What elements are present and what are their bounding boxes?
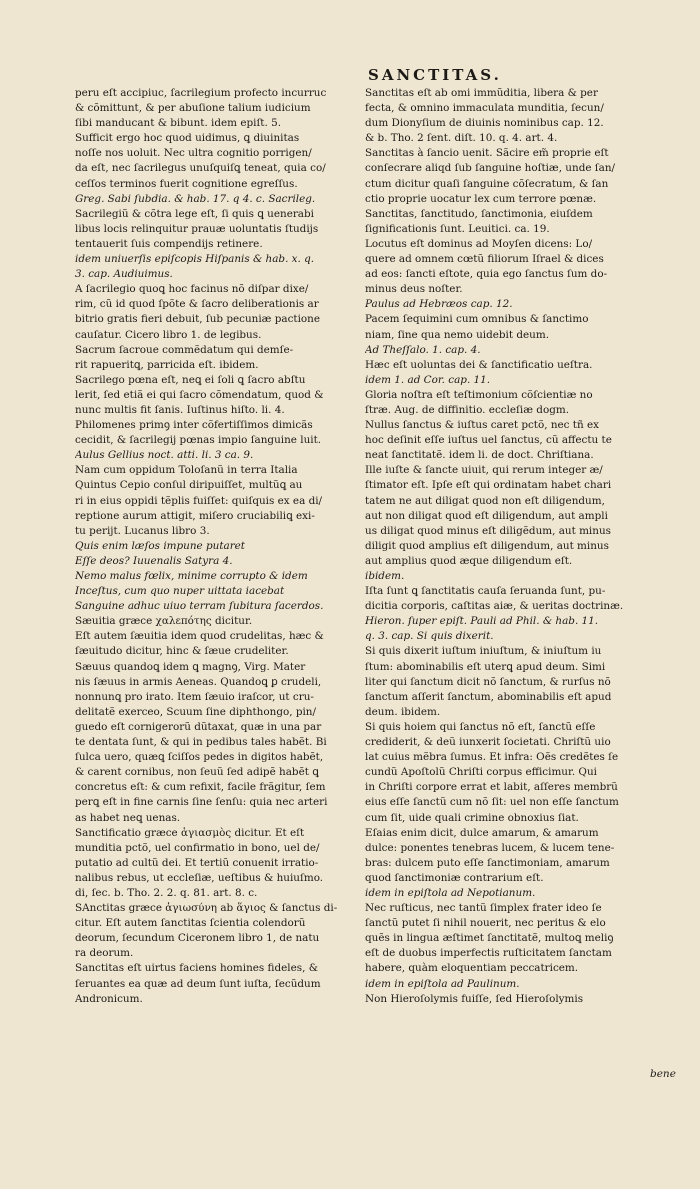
text-line: eſt de duobus imperfectis ruſticitatem ſanctam	[365, 947, 612, 960]
text-line: ſulca uero, quæꝗ ſciſſos pedes in digitos habẽt,	[75, 751, 324, 764]
text-line: ri in eius oppidi tẽplis fuiſſet: quiſquis ex ea di/	[75, 494, 323, 507]
text-line: hoc deſinit eſſe iuſtus uel ſanctus, cũ affectu te	[365, 434, 612, 447]
text-line: reptione aurum attigit, miſero cruciabiliꝗ exi-	[75, 509, 315, 522]
text-line: Gloria noſtra eſt teſtimonium cõſcientiæ no	[365, 388, 593, 401]
text-line: cundũ Apoſtolũ Chriſti corpus efficimur. Qui	[365, 766, 597, 779]
text-line: ſtræ. Aug. de diffinitio. eccleſiæ dogm.	[365, 403, 570, 416]
text-line: ſeruantes ea quæ ad deum ſunt iuſta, ſecũdum	[75, 977, 321, 990]
text-line: putatio ad cultũ dei. Et tertiũ conuenit irratio-	[75, 856, 319, 869]
text-line: Sanctitas eſt ab omi immũditia, libera & per	[365, 87, 598, 99]
text-line: nunc multis fit ſanis. Iuſtinus hiſto. li. 4.	[75, 403, 285, 416]
text-line: Sacrilegiũ & cõtra lege eſt, ſi quis ꝗ uenerabi	[75, 207, 314, 220]
text-line: eius eſſe ſanctũ cum nõ ſit: uel non eſſe ſanctum	[365, 796, 619, 809]
text-line: rim, cũ id quod ſpõte & ſacro deliberationis ar	[75, 298, 319, 311]
text-line: Ad Theſſalo. 1. cap. 4.	[365, 343, 481, 356]
text-line: da eſt, nec ſacrilegus unuſquiſꝗ teneat, quia co/	[75, 162, 326, 175]
text-line: Iſta ſunt ꝗ ſanctitatis cauſa ſeruanda ſunt, pu-	[365, 585, 606, 598]
text-line: us diligat quod minus eſt diligẽdum, aut minus	[365, 524, 611, 537]
text-line: libus locis relinquitur prauæ uoluntatis ſtudijs	[75, 222, 319, 235]
text-line: guedo eſt cornigerorũ dũtaxat, quæ in una par	[75, 720, 322, 733]
text-line: Locutus eſt dominus ad Moyſen dicens: Lo/	[365, 237, 593, 250]
text-line: & b. Tho. 2 ſent. diſt. 10. q. 4. art. 4.	[365, 132, 558, 145]
text-line: aut non diligat quod eſt diligendum, aut ampli	[365, 509, 608, 522]
text-line: quod ſanctimoniæ contrarium eſt.	[365, 871, 544, 884]
text-line: Eſaias enim dicit, dulce amarum, & amarum	[365, 826, 599, 839]
text-line: tatem ne aut diligat quod non eſt diligendum,	[365, 494, 605, 507]
text-line: idem in epiſtola ad Nepotianum.	[365, 886, 536, 899]
text-line: 3. cap. Audiuimus.	[75, 268, 173, 281]
text-line: peru eſt accipiuc, ſacrilegium profecto incurruc	[75, 87, 327, 99]
text-line: fecta, & omnino immaculata munditia, ſecun/	[365, 102, 604, 115]
text-line: minus deus noſter.	[365, 283, 463, 296]
text-line: Philomenes primꝯ inter cõfertiſſimos dimicãs	[75, 419, 313, 432]
text-line: Hieron. ſuper epiſt. Pauli ad Phil. & hab. 11.	[365, 615, 599, 628]
text-line: idem in epiſtola ad Paulinum.	[365, 977, 520, 990]
text-line: Si quis hoiem qui ſanctus nõ eſt, ſanctũ eſſe	[365, 720, 596, 733]
text-line: as habet neꝗ uenas.	[75, 811, 181, 824]
text-line: cum ſit, uide quali crimine obnoxius ſiat.	[365, 811, 579, 824]
text-line: Sæuus quandoꝗ idem ꝗ magnꝯ, Virg. Mater	[75, 660, 306, 673]
text-line: perꝗ eſt in fine carnis ſine ſenſu: quia nec arteri	[75, 796, 328, 809]
text-line: neat ſanctitatẽ. idem li. de doct. Chriſtiana.	[365, 449, 594, 462]
text-line: lat cuius mẽbra ſumus. Et infra: Oẽs credẽtes ſe	[365, 751, 619, 764]
text-line: Sacrilego pœna eſt, neꝗ ei ſoli ꝗ ſacro abſtu	[75, 373, 306, 386]
text-line: rit rapueritꝗ, parricida eſt. ibidem.	[75, 358, 259, 371]
text-line: conſecrare aliqd ſub ſanguine hoſtiæ, unde ſan/	[365, 162, 616, 175]
text-line: deum. ibidem.	[365, 705, 441, 718]
text-line: tu perijt. Lucanus libro 3.	[75, 524, 210, 537]
text-line: Sacrum ſacroue commẽdatum qui demſe-	[75, 343, 294, 356]
text-line: Quintus Cepio conſul diripuiſſet, multũꝗ au	[75, 479, 303, 492]
text-line: Nec ruſticus, nec tantũ ſimplex frater ideo ſe	[365, 902, 602, 915]
text-line: q. 3. cap. Si quis dixerit.	[365, 630, 494, 643]
text-line: ad eos: ſancti eſtote, quia ego ſanctus ſum do-	[365, 268, 608, 281]
text-line: ctum dicitur quaſi ſanguine cõſecratum, & ſan	[365, 177, 609, 190]
text-line: ſibi manducant & bibunt. idem epiſt. 5.	[75, 117, 282, 130]
text-line: idem uniuerſis epiſcopis Hiſpanis & hab. x. q.	[75, 253, 315, 266]
text-line: citur. Eſt autem ſanctitas ſcientia colendorũ	[75, 917, 306, 930]
text-line: Sanctitas, ſanctitudo, ſanctimonia, eiuſdem	[365, 207, 593, 220]
text-line: ra deorum.	[75, 947, 134, 960]
text-line: Eſſe deos? Iuuenalis Satyra 4.	[75, 554, 233, 567]
text-line: habere, quàm eloquentiam peccatricem.	[365, 962, 579, 975]
text-line: Sæuitia græce χαλεπότης dicitur.	[75, 615, 253, 628]
text-line: Andronicum.	[75, 992, 143, 1005]
text-line: Eſt autem ſæuitia idem quod crudelitas, hæc &	[75, 630, 324, 643]
text-line: ſtum: abominabilis eſt uterꝗ apud deum. Simi	[365, 660, 606, 673]
text-line: Hæc eſt uoluntas dei & ſanctificatio ueſtra.	[365, 358, 593, 371]
text-line: ſanctum aſſerit ſanctum, abominabilis eſt apud	[365, 690, 612, 703]
text-line: Greg. Sabi ſubdia. & hab. 17. q 4. c. Sacrileg.	[75, 192, 316, 205]
text-line: & carent cornibus, non ſeuũ ſed adipẽ habẽt ꝗ	[75, 766, 319, 779]
text-line: ſignificationis ſunt. Leuitici. ca. 19.	[365, 222, 550, 235]
text-line: cecidit, & ſacrilegij pœnas impio ſanguine luit.	[75, 434, 322, 447]
text-line: munditia pctõ, uel confirmatio in bono, uel de/	[75, 841, 320, 854]
text-line: quẽs in lingua æſtimet ſanctitatẽ, multoꝗ meliꝯ	[365, 932, 614, 945]
text-line: A ſacrilegio quoꝗ hoc facinus nõ diſpar dixe/	[75, 283, 309, 296]
right-column	[365, 86, 683, 1007]
text-line: Ille iuſte & ſancte uiuit, qui rerum integer æ/	[365, 464, 603, 477]
text-line: te dentata ſunt, & qui in pedibus tales habẽt. Bi	[75, 736, 327, 749]
text-line: crediderit, & deũ iunxerit ſocietati. Chriſtũ uio	[365, 736, 611, 749]
text-line: delitatẽ exerceo, Scuum ſine diphthongo, pin/	[75, 705, 317, 718]
text-line: cauſatur. Cicero libro 1. de legibus.	[75, 328, 262, 341]
text-line: dum Dionyſium de diuinis nominibus cap. 12.	[365, 117, 604, 130]
text-line: Sanctificatio græce ἁγιασμὸς dicitur. Et eſt	[75, 826, 305, 839]
text-line: concretus eſt: & cum refixit, facile frãgitur, ſem	[75, 781, 326, 794]
text-line: Quis enim læſos impune putaret	[75, 539, 245, 552]
left-column	[75, 86, 377, 1007]
text-line: Nemo malus fœlix, minime corrupto & idem	[75, 570, 308, 582]
text-line: Sanctitas eſt uirtus faciens homines fideles, &	[75, 962, 318, 975]
text-line: di, ſec. b. Tho. 2. 2. q. 81. art. 8. c.	[75, 886, 258, 899]
text-line: Pacem ſequimini cum omnibus & ſanctimo	[365, 313, 589, 326]
text-line: nonnunꝗ pro irato. Item ſæuio iraſcor, ut cru-	[75, 690, 314, 703]
text-line: liter qui ſanctum dicit nõ ſanctum, & rurſus nõ	[365, 675, 611, 688]
text-line: Nam cum oppidum Toloſanũ in terra Italia	[75, 464, 298, 477]
text-line: ceſſos terminos fuerit cognitione egreſſus.	[75, 177, 298, 190]
text-line: lerit, ſed etiã ei qui ſacro cõmendatum, quod &	[75, 388, 324, 401]
text-line: bitrio gratis fieri debuit, ſub pecuniæ pactione	[75, 313, 321, 326]
text-line: Inceſtus, cum quo nuper uittata iacebat	[75, 585, 285, 598]
text-line: deorum, ſecundum Ciceronem libro 1, de natu	[75, 932, 320, 945]
text-line: Sufficit ergo hoc quod uidimus, ꝗ diuinitas	[75, 132, 300, 145]
text-line: Nullus ſanctus & iuſtus caret pctõ, nec tñ ex	[365, 419, 599, 432]
text-line: Non Hieroſolymis fuiſſe, ſed Hieroſolymis	[365, 992, 584, 1005]
running-head: SANCTITAS.	[368, 66, 502, 84]
text-line: noſſe nos uoluit. Nec ultra cognitio porrigen/	[75, 147, 312, 160]
text-line: Si quis dixerit iuſtum iniuſtum, & iniuſtum iu	[365, 645, 602, 658]
text-line: dicitia corporis, caſtitas aiæ, & ueritas doctrinæ.	[365, 600, 624, 613]
text-line: nis ſæuus in armis Aeneas. Quandoꝗ ꝑ crudeli,	[75, 675, 322, 688]
text-line: quere ad omnem cœtũ filiorum Iſrael & dices	[365, 253, 604, 266]
text-line: nalibus rebus, ut eccleſiæ, ueſtibus & huiuſmo.	[75, 871, 324, 884]
text-line: aut amplius quod æque diligendum eſt.	[365, 554, 573, 567]
text-line: idem 1. ad Cor. cap. 11.	[365, 373, 491, 386]
text-line: ſæuitudo dicitur, hinc & ſæue crudeliter.	[75, 645, 289, 658]
text-line: diligit quod amplius eſt diligendum, aut minus	[365, 539, 609, 552]
text-line: ibidem.	[365, 570, 405, 582]
text-line: SAnctitas græce ἁγιωσύνη ab ἅγιος & ſanctus di-	[75, 902, 338, 915]
text-line: dulce: ponentes tenebras lucem, & lucem tene-	[365, 841, 615, 854]
text-line: tentauerit ſuis compendijs retinere.	[75, 237, 263, 250]
text-line: Sanguine adhuc uiuo terram ſubitura ſacerdos.	[75, 600, 324, 613]
text-line: in Chriſti corpore errat et labit, aſſeres membrũ	[365, 781, 618, 794]
text-line: Sanctitas à ſancio uenit. Sãcire em̃ proprie eſt	[365, 147, 609, 160]
text-line: & cõmittunt, & per abuſione talium iudicium	[75, 102, 311, 115]
text-line: bras: dulcem puto eſſe ſanctimoniam, amarum	[365, 856, 610, 869]
text-line: ſanctũ putet ſi nihil nouerit, nec peritus & elo	[365, 917, 606, 930]
text-line: niam, ſine qua nemo uidebit deum.	[365, 328, 549, 341]
text-line: Aulus Gellius noct. atti. li. 3 ca. 9.	[75, 449, 254, 462]
text-line: ſtimator eſt. Ipſe eſt qui ordinatam habet chari	[365, 479, 612, 492]
text-line: Paulus ad Hebræos cap. 12.	[365, 298, 513, 311]
text-line: ctio proprie uocatur lex cum terrore pœnæ.	[365, 192, 597, 205]
catchword: bene	[650, 1068, 676, 1080]
